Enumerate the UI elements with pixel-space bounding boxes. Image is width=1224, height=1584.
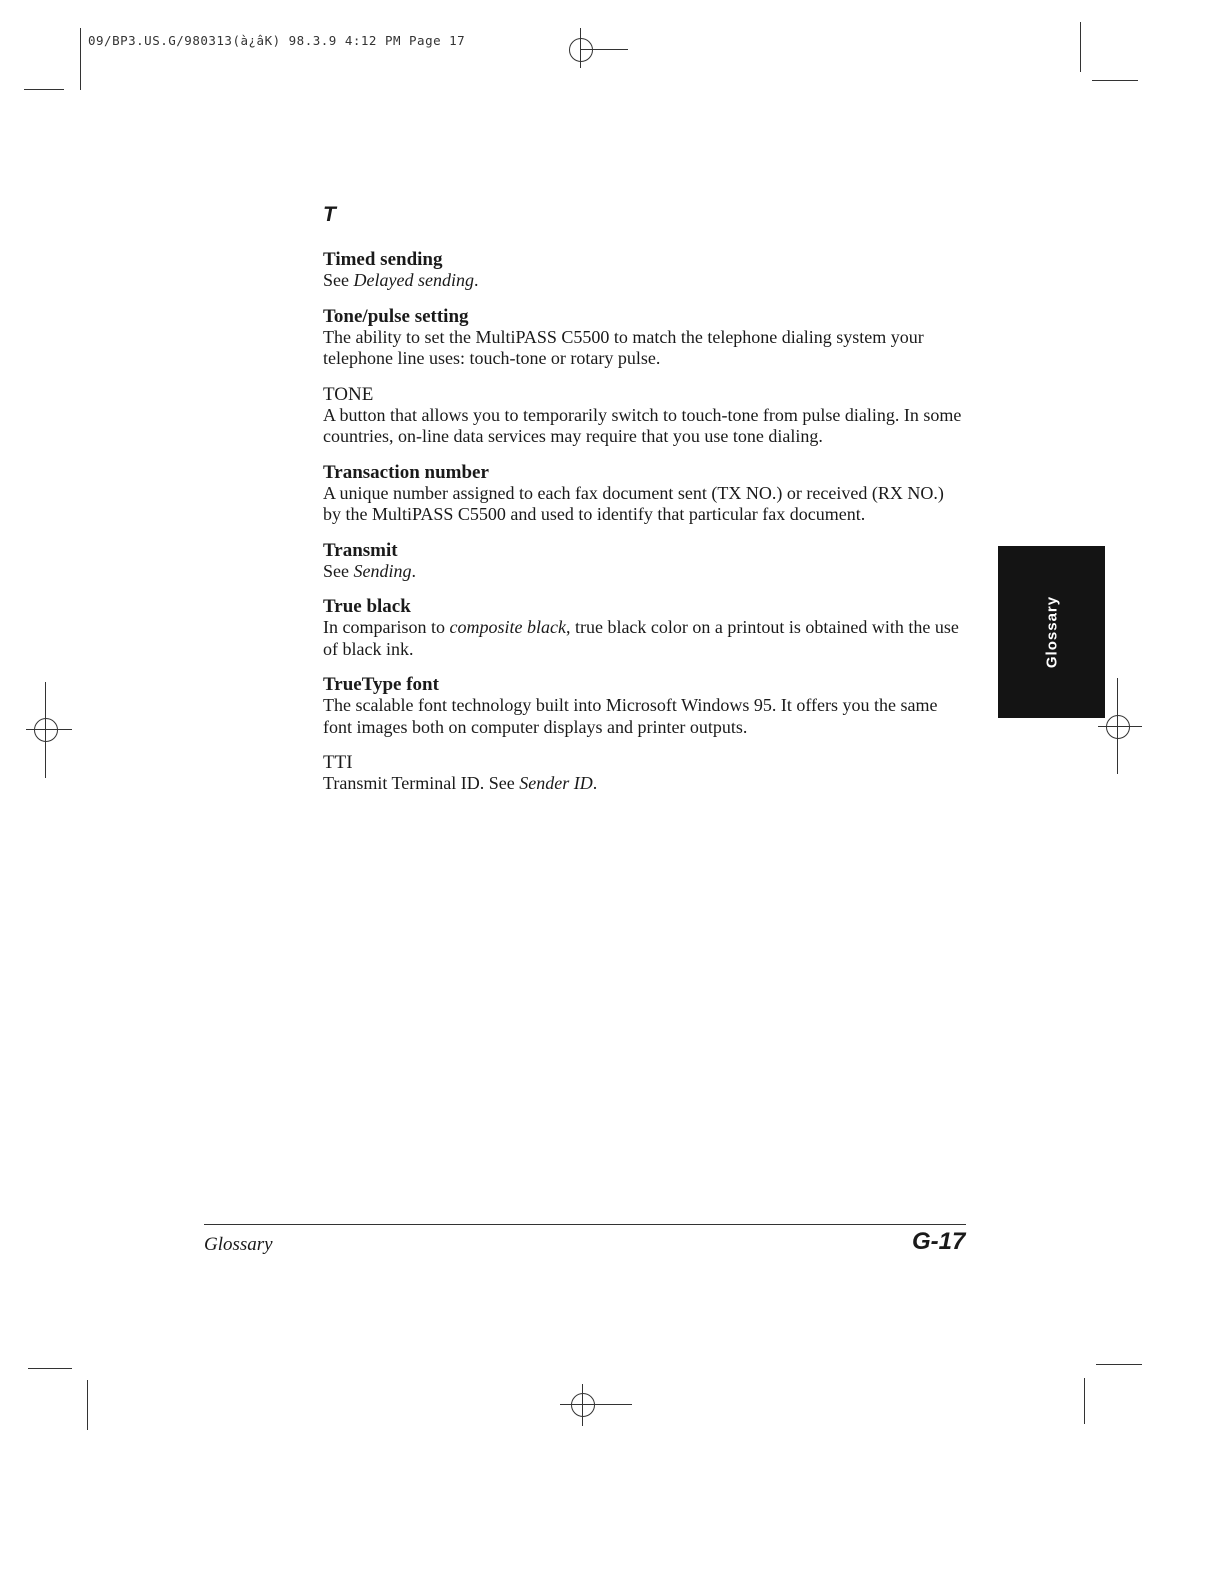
glossary-side-tab	[998, 546, 1105, 718]
glossary-entry	[323, 306, 963, 370]
crop-mark-bottom-left-vertical	[87, 1380, 88, 1430]
glossary-definition	[323, 561, 963, 583]
glossary-term: Tone/pulse setting	[323, 305, 469, 327]
definition-text: Transmit Terminal ID. See	[323, 773, 520, 793]
definition-text: .	[592, 773, 598, 793]
glossary-entry	[323, 752, 963, 795]
definition-text: See	[323, 560, 354, 581]
glossary-definition	[323, 405, 963, 448]
glossary-entry	[323, 674, 963, 738]
cross-reference-term: composite black	[449, 617, 566, 637]
definition-text: In comparison to	[323, 617, 450, 637]
crop-mark-bottom-right-horizontal	[1096, 1364, 1142, 1365]
glossary-term: Transmit	[323, 539, 398, 561]
crop-mark-bottom-left-horizontal	[28, 1368, 72, 1369]
glossary-term: TrueType font	[323, 674, 439, 695]
print-slug: 09/BP3.US.G/980313(à¿âK) 98.3.9 4:12 PM Page 17	[88, 33, 466, 48]
definition-text: The ability to set the MultiPASS C5500 to match the telephone dialing system your telephone line uses: touch-tone or rotary pulse.	[323, 326, 924, 368]
definition-text: The scalable font technology built into Microsoft Windows 95. It offers you the same font images both on computer displays and printer outputs.	[323, 695, 938, 737]
definition-text: A button that allows you to temporarily switch to touch-tone from pulse dialing. In some countries, on-line data services may require that you use tone dialing.	[323, 404, 962, 446]
glossary-definition	[323, 617, 963, 660]
page-number: G-17	[912, 1228, 966, 1255]
glossary-entry	[323, 596, 963, 660]
glossary-entry	[323, 249, 963, 292]
crop-mark-top-left-vertical	[80, 28, 81, 90]
glossary-entry	[323, 384, 963, 448]
section-letter: T	[323, 203, 336, 226]
glossary-definition	[323, 773, 963, 795]
side-tab-label: Glossary	[1043, 595, 1060, 669]
cross-reference-term: Sending	[353, 560, 412, 581]
glossary-term: TTI	[323, 752, 353, 773]
registration-mark-bottom	[556, 1384, 632, 1428]
glossary-definition	[323, 483, 963, 526]
footer-section-name: Glossary	[204, 1234, 273, 1255]
glossary-entry	[323, 540, 963, 583]
glossary-term: Transaction number	[323, 461, 489, 483]
glossary-content	[323, 203, 963, 809]
crop-mark-top-left-horizontal	[24, 89, 64, 90]
definition-text: , true black color on a printout is obtained with the use of black ink.	[323, 617, 959, 659]
cross-reference-term: Delayed sending	[353, 270, 474, 290]
glossary-definition	[323, 327, 963, 370]
glossary-entry	[323, 462, 963, 526]
footer-rule	[204, 1224, 966, 1225]
registration-mark-left	[26, 682, 76, 778]
definition-text: .	[411, 560, 416, 581]
crop-mark-top-right-horizontal	[1092, 80, 1138, 81]
definition-text: .	[473, 270, 479, 290]
glossary-definition	[323, 695, 963, 738]
cross-reference-term: Sender ID	[519, 773, 593, 793]
glossary-term: Timed sending	[323, 249, 443, 270]
glossary-definition	[323, 270, 963, 292]
definition-text: A unique number assigned to each fax document sent (TX NO.) or received (RX NO.) by the MultiPASS C5500 and used to identify that particular fax document.	[323, 482, 944, 524]
glossary-term: TONE	[323, 383, 374, 405]
definition-text: See	[323, 270, 354, 290]
glossary-entries	[323, 249, 963, 795]
registration-mark-top	[560, 26, 628, 70]
crop-mark-bottom-right-vertical	[1084, 1378, 1085, 1424]
crop-mark-top-right-vertical	[1080, 22, 1081, 72]
glossary-term: True black	[323, 596, 411, 617]
